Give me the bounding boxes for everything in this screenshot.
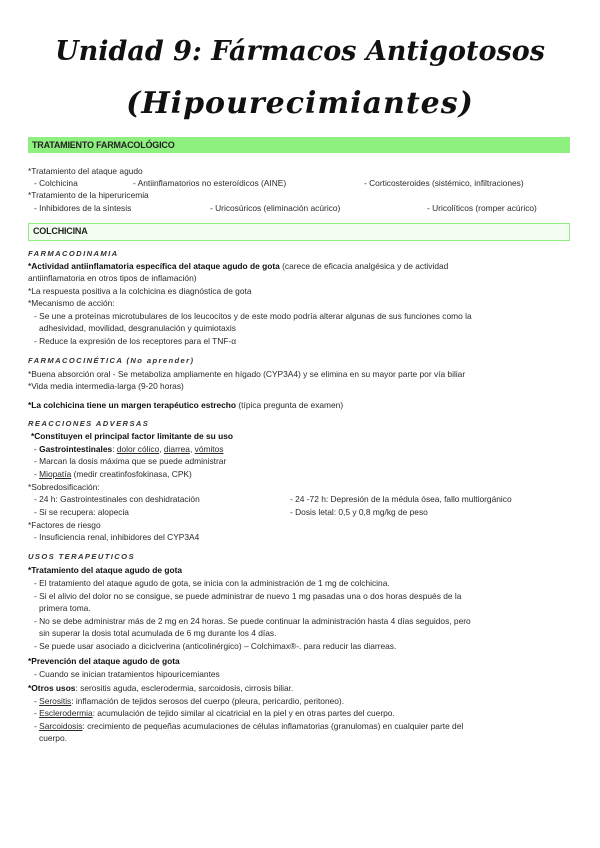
text-line: *La colchicina tiene un margen terapéutico estrecho (típica pregunta de examen) (28, 400, 344, 410)
text-line: - Dosis letal: 0,5 y 0,8 mg/kg de peso (290, 507, 428, 517)
text-line: *Mecanismo de acción: (28, 298, 115, 308)
text-line: *Tratamiento del ataque agudo de gota (28, 565, 183, 575)
section-header-colchicina: COLCHICINA (28, 223, 570, 241)
list-item: - Colchicina (34, 178, 78, 188)
text-line: antiinflamatoria en otros tipos de inflamación) (28, 273, 197, 283)
text-line: *Factores de riesgo (28, 520, 101, 530)
text-line: - Gastrointestinales: dolor cólico, diarrea, vómitos (34, 444, 224, 454)
page-title: Unidad 9: Fármacos Antigotosos (55, 36, 545, 67)
subsection-usos: USOS TERAPEUTICOS (28, 552, 135, 561)
text-line: *Buena absorción oral - Se metaboliza ampliamente en hígado (CYP3A4) y se elimina en su mayor parte por vía biliar (28, 369, 466, 379)
subsection-farmacodinamia: FARMACODINAMIA (28, 249, 119, 258)
text-line: *Vida media intermedia-larga (9-20 horas) (28, 381, 184, 391)
text-line: *La respuesta positiva a la colchicina es diagnóstica de gota (28, 286, 252, 296)
text-line: - 24 -72 h: Depresión de la médula ósea, fallo multiorgánico (290, 494, 512, 504)
subsection-reacciones: REACCIONES ADVERSAS (28, 419, 150, 428)
page-subtitle: (Hipourecimiantes) (126, 86, 474, 121)
text-line: - Cuando se inician tratamientos hipouricemiantes (34, 669, 220, 679)
tratamiento-ataque-title: *Tratamiento del ataque agudo (28, 166, 143, 176)
text-line: *Constituyen el principal factor limitante de su uso (31, 431, 233, 441)
text-line: *Otros usos: serositis aguda, esclerodermia, sarcoidosis, cirrosis biliar. (28, 683, 294, 693)
text-line: - Se puede usar asociado a diciclverina (anticolinérgico) – Colchimax®-. para reducir las diarreas. (34, 641, 397, 651)
text-line: cuerpo. (39, 733, 67, 743)
text-line: - Miopatía (medir creatinfosfokinasa, CPK) (34, 469, 192, 479)
text-line: - Reduce la expresión de los receptores para el TNF-α (34, 336, 237, 346)
text-line: primera toma. (39, 603, 91, 613)
text-line: - Insuficiencia renal, inhibidores del CYP3A4 (34, 532, 200, 542)
list-item: - Inhibidores de la síntesis (34, 203, 132, 213)
text-line: *Actividad antiinflamatoria específica del ataque agudo de gota (carece de eficacia analgésica y de actividad (28, 261, 449, 271)
text-line: *Sobredosificación: (28, 482, 100, 492)
section-header-tratamiento: TRATAMIENTO FARMACOLÓGICO (28, 137, 570, 153)
text-line: adhesividad, movilidad, desgranulación y quimiotaxis (39, 323, 236, 333)
text-line: - Esclerodermia: acumulación de tejido similar al cicatricial en la piel y en otras partes del cuerpo. (34, 708, 395, 718)
text-line: - 24 h: Gastrointestinales con deshidratación (34, 494, 200, 504)
text-line: - Marcan la dosis máxima que se puede administrar (34, 456, 227, 466)
list-item: - Uricolíticos (romper acúrico) (427, 203, 537, 213)
text-line: - Si se recupera: alopecia (34, 507, 129, 517)
text-line: - No se debe administrar más de 2 mg en 24 horas. Se puede continuar la administración hasta 4 días seguidos, pero (34, 616, 471, 626)
list-item: - Uricosúricos (eliminación acúrico) (210, 203, 341, 213)
text-line: - Se une a proteínas microtubulares de los leucocitos y de este modo podría alterar algunas de sus funciones como la (34, 311, 472, 321)
text-line: - Sarcoidosis: crecimiento de pequeñas acumulaciones de células inflamatorias (granulomas) en cualquier parte del (34, 721, 464, 731)
text-line: - Serositis: inflamación de tejidos serosos del cuerpo (pleura, pericardio, peritoneo). (34, 696, 345, 706)
tratamiento-hiper-title: *Tratamiento de la hiperuricemia (28, 190, 149, 200)
list-item: - Corticosteroides (sistémico, infiltraciones) (364, 178, 524, 188)
text-line: - Si el alivio del dolor no se consigue, se puede administrar de nuevo 1 mg pasadas una o dos horas después de la (34, 591, 462, 601)
subsection-farmacocinetica: FARMACOCINÉTICA (No aprender) (28, 356, 195, 365)
text-line: - El tratamiento del ataque agudo de gota, se inicia con la administración de 1 mg de colchicina. (34, 578, 390, 588)
text-line: *Prevención del ataque agudo de gota (28, 656, 180, 666)
list-item: - Antiinflamatorios no esteroídicos (AINE) (133, 178, 287, 188)
text-line: sin superar la dosis total acumulada de 6 mg durante los 4 días. (39, 628, 277, 638)
